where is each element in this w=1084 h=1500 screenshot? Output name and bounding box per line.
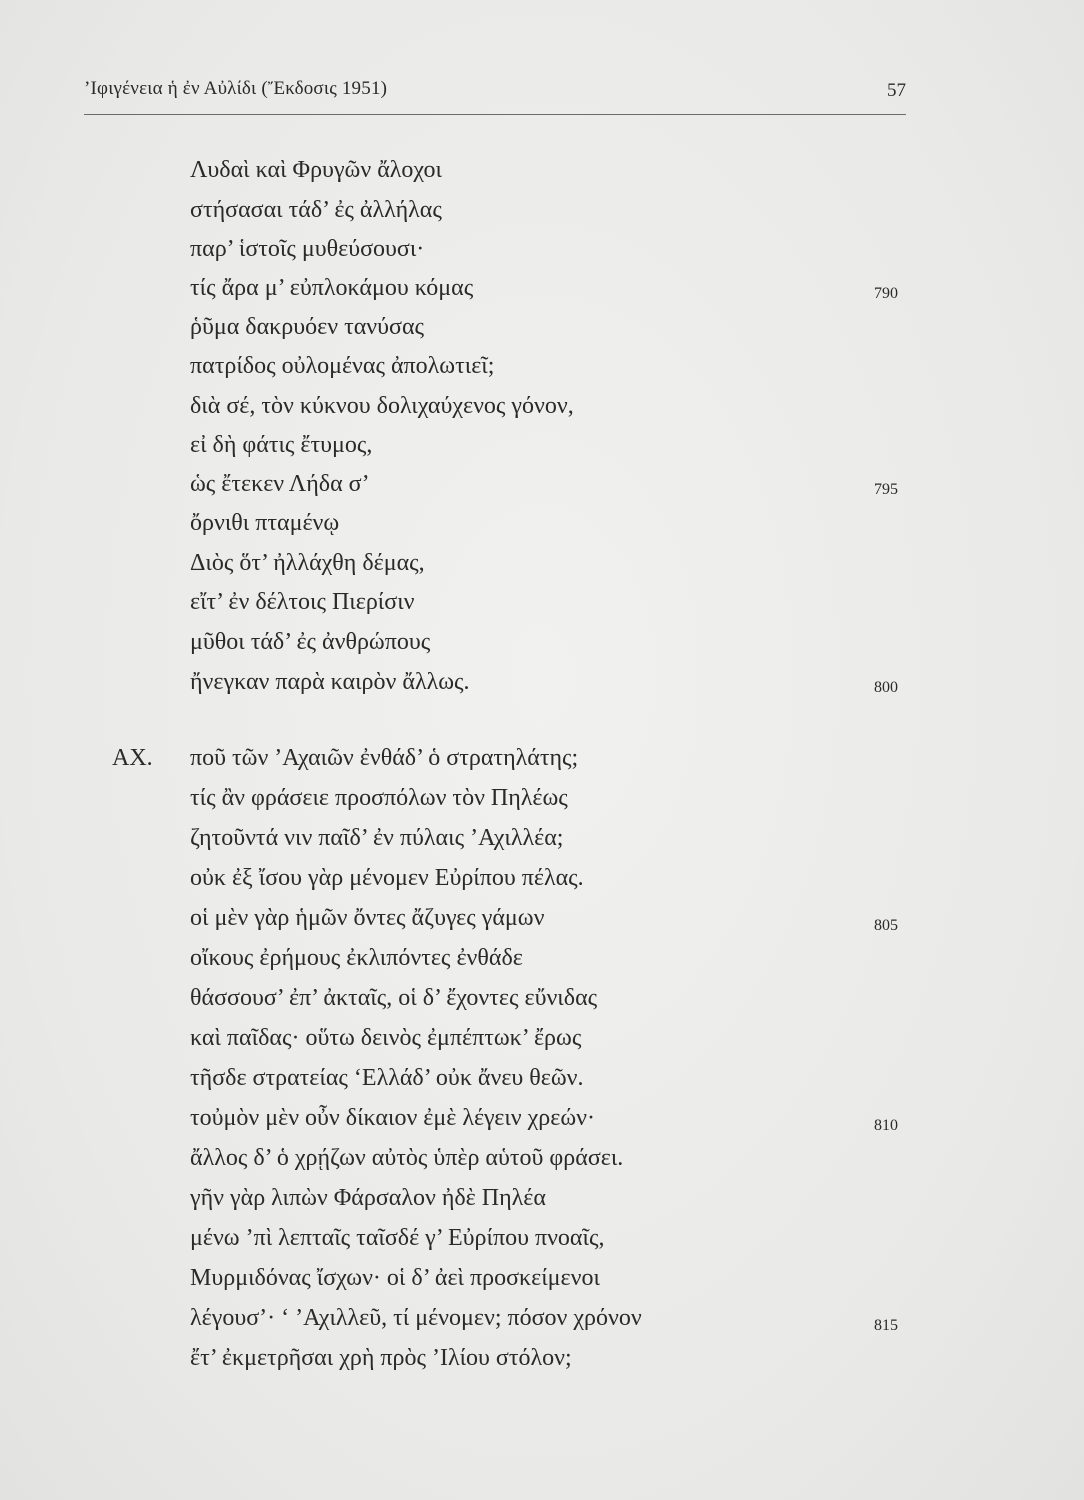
verse-line: τίς ἄρα μ’ εὐπλοκάμου κόμας <box>190 275 474 301</box>
running-title: ’Ιφιγένεια ἡ ἐν Αὐλίδι (Ἔκδοσις 1951) <box>84 78 388 99</box>
speaker-label: ΑΧ. <box>112 745 153 771</box>
page-header <box>84 74 906 114</box>
verse-line: θάσσουσ’ ἐπ’ ἀκταῖς, οἱ δ’ ἔχοντες εὔνιδας <box>190 985 598 1011</box>
verse-line: γῆν γὰρ λιπὼν Φάρσαλον ἠδὲ Πηλέα <box>190 1185 546 1211</box>
line-number: 795 <box>874 481 898 498</box>
verse-line: ἤνεγκαν παρὰ καιρὸν ἄλλως. <box>190 669 470 695</box>
verse-line: λέγουσ’· ‘ ’Αχιλλεῦ, τί μένομεν; πόσον χρόνον <box>190 1305 642 1331</box>
verse-line: ἔτ’ ἐκμετρῆσαι χρὴ πρὸς ’Ιλίου στόλον; <box>190 1345 572 1371</box>
verse-line: οἴκους ἐρήμους ἐκλιπόντες ἐνθάδε <box>190 945 523 971</box>
verse-line: ῥῦμα δακρυόεν τανύσας <box>190 314 425 340</box>
verse-line: ἄλλος δ’ ὁ χρῄζων αὐτὸς ὑπὲρ αὑτοῦ φράσει. <box>190 1145 624 1171</box>
verse-line: μένω ’πὶ λεπταῖς ταῖσδέ γ’ Εὐρίπου πνοαῖς, <box>190 1225 605 1251</box>
line-number: 815 <box>874 1317 898 1334</box>
verse-line: Μυρμιδόνας ἴσχων· οἱ δ’ ἀεὶ προσκείμενοι <box>190 1265 600 1291</box>
page-number: 57 <box>887 80 906 101</box>
verse-line: τοὐμὸν μὲν οὖν δίκαιον ἐμὲ λέγειν χρεών· <box>190 1105 595 1131</box>
verse-line: τῆσδε στρατείας ‘Ελλάδ’ οὐκ ἄνευ θεῶν. <box>190 1065 584 1091</box>
verse-line: καὶ παῖδας· οὕτω δεινὸς ἐμπέπτωκ’ ἔρως <box>190 1025 582 1051</box>
verse-line: ὡς ἔτεκεν Λήδα σ’ <box>190 471 370 497</box>
verse-line: ποῦ τῶν ’Αχαιῶν ἐνθάδ’ ὁ στρατηλάτης; <box>190 745 579 771</box>
header-rule <box>84 114 906 115</box>
verse-line: οὐκ ἐξ ἴσου γὰρ μένομεν Εὐρίπου πέλας. <box>190 865 584 891</box>
verse-line: εἰ δὴ φάτις ἔτυμος, <box>190 432 373 458</box>
verse-line: οἱ μὲν γὰρ ἡμῶν ὄντες ἄζυγες γάμων <box>190 905 545 931</box>
verse-line: εἴτ’ ἐν δέλτοις Πιερίσιν <box>190 589 415 615</box>
verse-line: διὰ σέ, τὸν κύκνου δολιχαύχενος γόνον, <box>190 393 574 419</box>
line-number: 790 <box>874 285 898 302</box>
verse-line: Λυδαὶ καὶ Φρυγῶν ἄλοχοι <box>190 157 442 183</box>
verse-line: Διὸς ὅτ’ ἠλλάχθη δέμας, <box>190 550 425 576</box>
line-number: 800 <box>874 679 898 696</box>
verse-line: παρ’ ἱστοῖς μυθεύσουσι· <box>190 236 425 262</box>
verse-line: πατρίδος οὐλομένας ἀπολωτιεῖ; <box>190 353 495 379</box>
verse-line: τίς ἂν φράσειε προσπόλων τὸν Πηλέως <box>190 785 568 811</box>
line-number: 805 <box>874 917 898 934</box>
verse-line: στήσασαι τάδ’ ἐς ἀλλήλας <box>190 197 442 223</box>
line-number: 810 <box>874 1117 898 1134</box>
verse-line: ζητοῦντά νιν παῖδ’ ἐν πύλαις ’Αχιλλέα; <box>190 825 564 851</box>
verse-line: ὄρνιθι πταμένῳ <box>190 510 340 536</box>
verse-line: μῦθοι τάδ’ ἐς ἀνθρώπους <box>190 629 431 655</box>
